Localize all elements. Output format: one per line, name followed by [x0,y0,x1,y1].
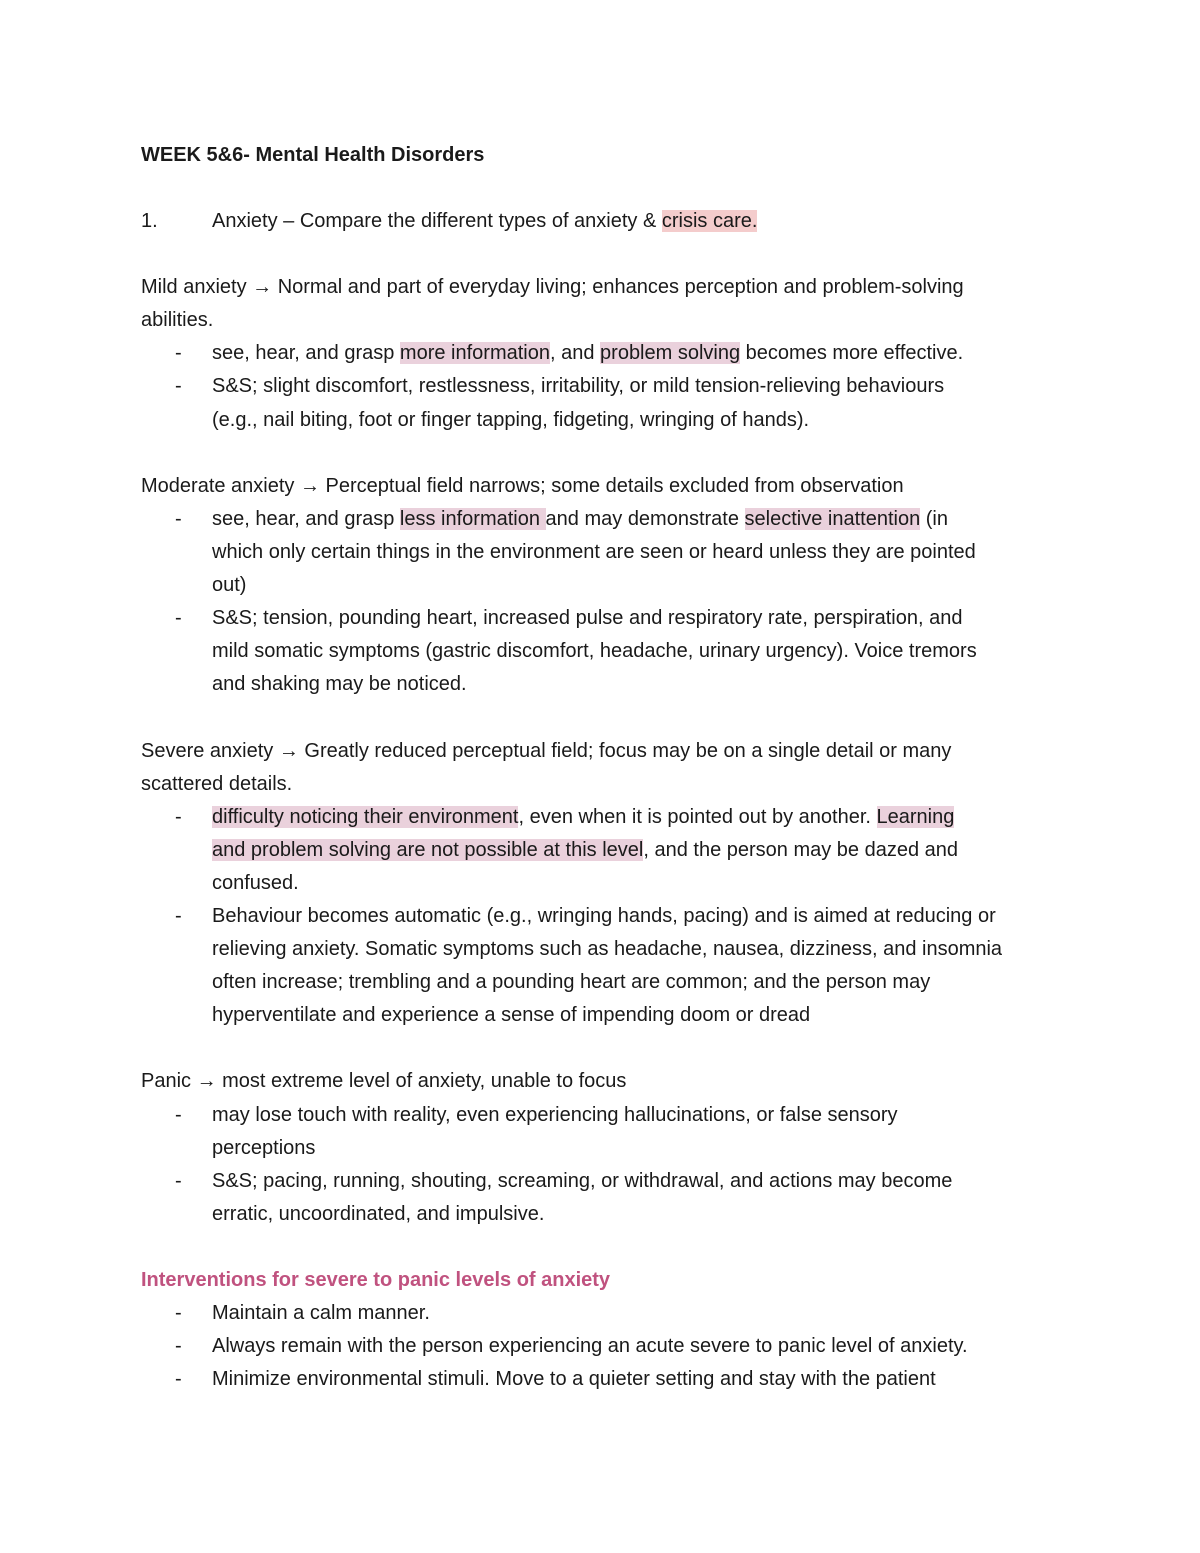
dash-bullet: - [175,375,182,398]
dash-bullet: - [175,507,182,530]
list-item: - difficulty noticing their environment, even when it is pointed out by another. Learning and problem solving are not possible at this level, and the person may be dazed and confused. [141,801,1061,900]
highlight: selective inattention [744,507,921,530]
highlight: difficulty noticing their environment [212,805,519,828]
dash-bullet: - [175,342,182,365]
highlight: less information [399,507,546,530]
highlight: problem solving [600,342,741,365]
dash-bullet: - [175,805,182,828]
dash-bullet: - [175,1103,182,1126]
panic-list [141,1099,1061,1231]
list-item: - Always remain with the person experiencing an acute severe to panic level of anxiety. [141,1330,1061,1363]
highlight: and problem solving are not possible at this level [212,838,644,861]
list-item: - S&S; pacing, running, shouting, screaming, or withdrawal, and actions may become erratic, uncoordinated, and impulsive. [141,1165,1061,1231]
highlight-crisis-care: crisis care. [661,210,758,233]
list-item: - Behaviour becomes automatic (e.g., wringing hands, pacing) and is aimed at reducing or relieving anxiety. Somatic symptoms such as headache, nausea, dizziness, and insomnia often increase; trembling and a pounding heart are common; and the person may hyperventilate and experience a sense of impending doom or dread [141,900,1061,1032]
highlight: Learning [876,805,955,828]
list-item: - Maintain a calm manner. [141,1297,1061,1330]
dash-bullet: - [175,1302,182,1325]
dash-bullet: - [175,1169,182,1192]
severe-anxiety-heading-cont: scattered details. [141,772,293,795]
list-item: - see, hear, and grasp less information and may demonstrate selective inattention (in which only certain things in the environment are seen or heard unless they are pointed out) [141,503,1061,602]
mild-anxiety-list [141,337,1061,436]
interventions-heading: Interventions for severe to panic levels of anxiety [141,1269,611,1291]
numbered-item-1 [141,205,1061,238]
page-title: WEEK 5&6- Mental Health Disorders [141,144,485,166]
list-item: - may lose touch with reality, even experiencing hallucinations, or false sensory perceptions [141,1099,1061,1165]
list-item: - S&S; tension, pounding heart, increased pulse and respiratory rate, perspiration, and mild somatic symptoms (gastric discomfort, headache, urinary urgency). Voice tremors and shaking may be noticed. [141,602,1061,701]
list-item: - S&S; slight discomfort, restlessness, irritability, or mild tension-relieving behaviours (e.g., nail biting, foot or finger tapping, fidgeting, wringing of hands). [141,370,1061,436]
dash-bullet: - [175,607,182,630]
severe-anxiety-list [141,801,1061,1033]
item-text: Anxiety – Compare the different types of anxiety & crisis care. [212,210,758,233]
dash-bullet: - [175,1335,182,1358]
document-body [141,139,1061,1396]
severe-anxiety-heading: Severe anxiety → Greatly reduced perceptual field; focus may be on a single detail or many [141,739,952,762]
mild-anxiety-heading: Mild anxiety → Normal and part of everyday living; enhances perception and problem-solving [141,276,964,299]
interventions-list [141,1297,1061,1396]
list-item: - Minimize environmental stimuli. Move to a quieter setting and stay with the patient [141,1363,1061,1396]
panic-heading: Panic → most extreme level of anxiety, unable to focus [141,1070,627,1093]
dash-bullet: - [175,904,182,927]
highlight: more information [399,342,550,365]
mild-anxiety-heading-cont: abilities. [141,309,214,332]
item-number: 1. [141,210,158,233]
list-item: - see, hear, and grasp more information, and problem solving becomes more effective. [141,337,1061,370]
moderate-anxiety-list [141,503,1061,702]
dash-bullet: - [175,1368,182,1391]
moderate-anxiety-heading: Moderate anxiety → Perceptual field narrows; some details excluded from observation [141,474,904,497]
